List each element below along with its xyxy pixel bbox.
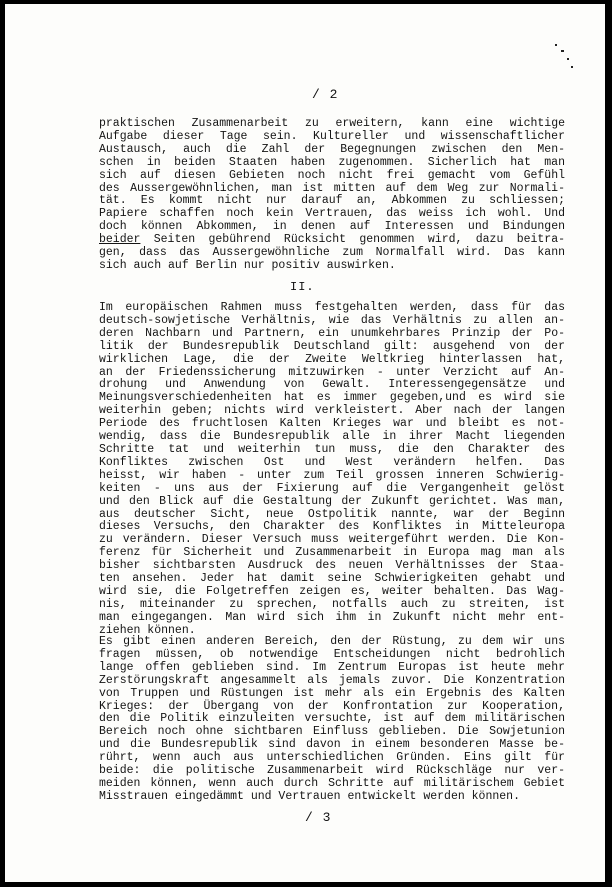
text-line: sich auf diesen Gebieten noch nicht frei gemacht vom Gefühl	[99, 168, 565, 182]
page-number-top: / 2	[312, 87, 339, 102]
text-line: und den Blick auf die Gestaltung der Zukunft gerichtet. Was man,	[99, 494, 565, 508]
text-line: lange offen geblieben sind. Im Zentrum Europas ist heute mehr	[99, 660, 565, 674]
paragraph-2	[99, 302, 565, 638]
text-line: Krieges: der Übergang von der Konfrontation zur Kooperation,	[99, 699, 565, 713]
text-line: deutsch-sowjetische Verhältnis, wie das Verhältnis zu allen an-	[99, 313, 565, 327]
section-heading: II.	[290, 280, 315, 294]
paragraph-3	[99, 636, 565, 804]
text-line: ferenz für Sicherheit und Zusammenarbeit in Europa mag man als	[99, 546, 565, 560]
text-line: litik der Bundesrepublik Deutschland gilt: ausgehend von der	[99, 339, 565, 353]
text-line: beider Seiten gebührend Rücksicht genommen wird, dazu beitra-	[99, 233, 565, 247]
text-line: Es gibt einen anderen Bereich, den der Rüstung, zu dem wir uns	[99, 635, 565, 648]
text-line: nis, miteinander zu sprechen, notfalls auch zu streiten, ist	[99, 597, 565, 611]
text-line: Aufgabe dieser Tage sein. Kultureller und wissenschaftlicher	[99, 129, 565, 143]
text-line: den die Politik einzuleiten versuchte, ist auf dem militärischen	[99, 712, 565, 726]
text-line: wendig, dass die Bundesrepublik alle in ihrer Macht liegenden	[99, 430, 565, 444]
text-line: aus deutscher Sicht, neue Ostpolitik nannte, war der Beginn	[99, 507, 565, 521]
text-line: tät. Es kommt nicht nur darauf an, Abkommen zu schliessen;	[99, 194, 565, 208]
text-line: rührt, wenn auch aus unterschiedlichen Gründen. Eins gilt für	[99, 751, 565, 765]
text-line: bisher sichtbarsten Ausdruck des neuen Verhältnisses der Staa-	[99, 559, 565, 573]
text-line: Periode des fruchtlosen Kalten Krieges war und bleibt es not-	[99, 417, 565, 431]
text-line: heisst, wir haben - unter zum Teil grossen inneren Schwierig-	[99, 468, 565, 482]
text-line: Austausch, auch die Zahl der Begegnungen zwischen den Men-	[99, 142, 565, 156]
text-line: deren Nachbarn und Partnern, ein unumkehrbares Prinzip der Po-	[99, 326, 565, 340]
text-line: an der Friedenssicherung mitzuwirken - unter Verzicht auf An-	[99, 365, 565, 379]
text-line: Misstrauen eingedämmt und Vertrauen entwickelt werden können.	[99, 789, 520, 803]
text-line: zu verändern. Dieser Versuch muss weitergeführt werden. Die Kon-	[99, 533, 565, 547]
text-line: und die Bundesrepublik sind davon in einem besonderen Masse be-	[99, 738, 565, 752]
text-line: Papiere schaffen noch kein Vertrauen, das weiss ich wohl. Und	[99, 207, 565, 221]
text-line: dieses Versuchs, den Charakter des Konfliktes in Mitteleuropa	[99, 520, 565, 534]
text-line: Meinungsverschiedenheiten hat es immer gegeben,und es wird sie	[99, 391, 565, 405]
text-line: ziehen können.	[99, 623, 196, 637]
text-line: wirklichen Lage, die der Zweite Weltkrieg hinterlassen hat,	[99, 352, 565, 366]
text-line: praktischen Zusammenarbeit zu erweitern, kann eine wichtige	[99, 117, 565, 130]
text-line: doch können Abkommen, in denen auf Interessen und Bindungen	[99, 220, 565, 234]
text-line: fragen müssen, ob notwendige Entscheidungen nicht bedrohlich	[99, 647, 565, 661]
text-line: von Truppen und Rüstungen ist mehr als ein Ergebnis des Kalten	[99, 686, 565, 700]
underlined-word: beider	[99, 233, 141, 247]
text-line: Schritte tat und weiterhin tun muss, die den Charakter des	[99, 442, 565, 456]
scan-marks	[549, 40, 579, 90]
text-line: man eingegangen. Man wird sich ihm in Zukunft nicht mehr ent-	[99, 610, 565, 624]
text-line: keiten - uns aus der Fixierung auf die Vergangenheit gelöst	[99, 481, 565, 495]
text-line: des Aussergewöhnlichen, man ist mitten auf dem Weg zur Normali-	[99, 181, 565, 195]
text-line: sich auch auf Berlin nur positiv auswirken.	[99, 258, 396, 272]
text-line: weiterhin geben; nichts wird verkleistert. Aber nach der langen	[99, 404, 565, 418]
text-line: Bereich noch ohne sichtbaren Einfluss geblieben. Die Sowjetunion	[99, 725, 565, 739]
text-line: Im europäischen Rahmen muss festgehalten werden, dass für das	[99, 301, 565, 314]
text-line: ten ansehen. Jeder hat damit seine Schwierigkeiten gehabt und	[99, 572, 565, 586]
document-page	[5, 4, 605, 882]
text-line: gen, dass das Aussergewöhnliche zum Normalfall wird. Das kann	[99, 246, 565, 260]
text-line: Konfliktes zwischen Ost und West verändern helfen. Das	[99, 455, 565, 469]
text-line: schen in beiden Staaten haben zugenommen. Sicherlich hat man	[99, 155, 565, 169]
text-line: beide: die politische Zusammenarbeit wird Rückschläge nur ver-	[99, 764, 565, 778]
text-line: meiden können, wenn auch durch Schritte auf militärischem Gebiet	[99, 776, 565, 790]
text-line: Zerstörungskraft angesammelt als jemals zuvor. Die Konzentration	[99, 673, 565, 687]
page-number-bottom: / 3	[305, 810, 332, 825]
paragraph-1	[99, 118, 565, 273]
text-line: drohung und Anwendung von Gewalt. Interessengegensätze und	[99, 378, 565, 392]
text-line: wird sie, die Folgetreffen zeigen es, weiter behalten. Das Wag-	[99, 584, 565, 598]
